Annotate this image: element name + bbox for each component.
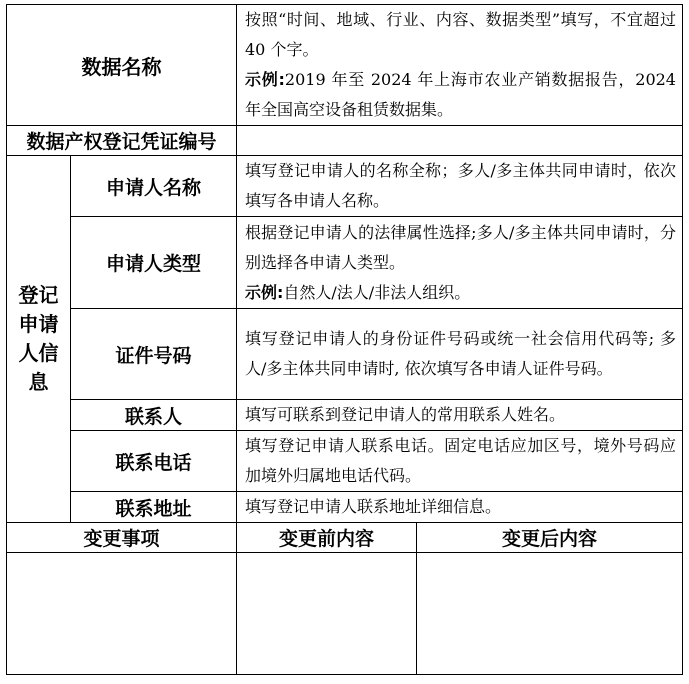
- label-applicant-type: 申请人类型: [71, 217, 237, 309]
- desc-contact: 填写可联系到登记申请人的常用联系人姓名。: [237, 400, 683, 431]
- label-cert-no: 数据产权登记凭证编号: [7, 126, 237, 156]
- desc-address: 填写登记申请人联系地址详细信息。: [237, 492, 683, 523]
- row-change-values: [7, 553, 683, 675]
- row-contact: [7, 400, 683, 431]
- label-data-name: 数据名称: [7, 5, 237, 126]
- row-cert-no: [7, 126, 683, 156]
- example-label: 示例:: [245, 282, 284, 302]
- desc-data-name-text: 按照“时间、地域、行业、内容、数据类型”填写，不宜超过 40 个字。: [245, 10, 676, 59]
- label-contact: 联系人: [71, 400, 237, 431]
- value-before[interactable]: [237, 553, 417, 675]
- desc-applicant-name: 填写登记申请人的名称全称；多人/多主体共同申请时，依次填写各申请人名称。: [237, 156, 683, 217]
- row-applicant-name: [7, 156, 683, 217]
- header-change-item: 变更事项: [7, 523, 237, 553]
- desc-phone: 填写登记申请人联系电话。固定电话应加区号，境外号码应加境外归属地电话代码。: [237, 431, 683, 492]
- label-address: 联系地址: [71, 492, 237, 523]
- label-applicant-group: 登记 申请 人信 息: [7, 156, 71, 523]
- label-phone: 联系电话: [71, 431, 237, 492]
- row-applicant-type: [7, 217, 683, 309]
- header-before: 变更前内容: [237, 523, 417, 553]
- desc-data-name: [237, 5, 683, 126]
- row-address: [7, 492, 683, 523]
- value-cert-no[interactable]: [237, 126, 683, 156]
- example-text: 2019 年至 2024 年上海市农业产销数据报告，2024 年全国高空设备租赁数据集。: [245, 70, 676, 119]
- desc-applicant-type: 根据登记申请人的法律属性选择;多人/多主体共同申请时，分别选择各申请人类型。 示例:自然人/法人/非法人组织。: [237, 217, 683, 309]
- row-change-header: [7, 523, 683, 553]
- example-label: 示例:: [245, 70, 285, 89]
- row-id-no: [7, 309, 683, 400]
- label-id-no: 证件号码: [71, 309, 237, 400]
- value-after[interactable]: [417, 553, 683, 675]
- row-data-name: [7, 5, 683, 126]
- row-phone: [7, 431, 683, 492]
- desc-id-no: 填写登记申请人的身份证件号码或统一社会信用代码等; 多人/多主体共同申请时, 依次填写各申请人证件号码。: [237, 309, 683, 400]
- label-applicant-name: 申请人名称: [71, 156, 237, 217]
- registration-form-table: [6, 4, 683, 675]
- header-after: 变更后内容: [417, 523, 683, 553]
- example-text: 自然人/法人/非法人组织。: [283, 282, 471, 302]
- value-change-item[interactable]: [7, 553, 237, 675]
